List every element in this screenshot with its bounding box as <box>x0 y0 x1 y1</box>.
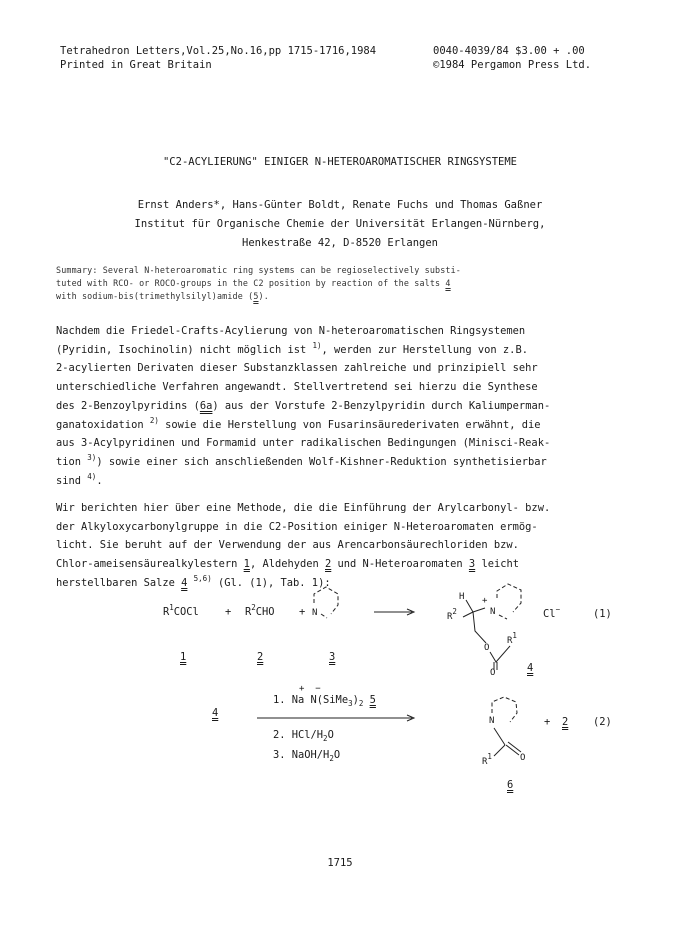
institute: Institut für Organische Chemie der Universität Erlangen-Nürnberg, <box>134 218 546 230</box>
journal-pricing <box>433 44 591 72</box>
atom-o: O <box>484 643 490 653</box>
bond <box>494 745 505 756</box>
substituent-r1: $R^1$ <box>482 752 492 767</box>
reagent-step-2: 2. HCl/$H_2O$ <box>273 729 334 743</box>
atom-o: O <box>520 753 526 763</box>
heteroaromatic-ring <box>499 615 507 619</box>
citation-ref: 3) <box>87 452 97 462</box>
journal-line: Tetrahedron Letters,Vol.25,No.16,pp 1715-1716,1984 <box>60 45 377 57</box>
substituent-r2: $R^2$ <box>447 607 457 622</box>
text-line: , Aldehyden <box>249 558 326 571</box>
text-line: (Gl. (1), Tab. 1): <box>211 576 331 589</box>
text-line: herstellbaren Salze <box>56 576 182 589</box>
bond <box>466 600 473 612</box>
summary-line: with sodium-bis(trimethylsilyl)amide ( <box>56 291 254 301</box>
compound-ref: 4 <box>445 278 451 288</box>
compound-label-2: 2 <box>257 651 264 663</box>
bond <box>490 646 510 662</box>
ring-nitrogen: N <box>490 607 496 617</box>
compound-label-3: 3 <box>329 651 336 663</box>
compound-ref: 5 <box>253 291 259 301</box>
ring-nitrogen: N <box>312 608 318 618</box>
compound-ref: 4 <box>181 576 188 589</box>
reagent-acid-chloride: $R^1COCl$ <box>163 603 199 618</box>
text-line: Chlor-ameisensäurealkylestern <box>56 558 244 571</box>
paragraph-method <box>56 499 626 593</box>
equation-number: (2) <box>593 716 612 728</box>
compound-ref: 1 <box>243 558 250 571</box>
double-bond <box>508 742 521 752</box>
text-line: . <box>96 474 103 487</box>
reaction-arrow-head <box>407 609 414 615</box>
reagent-step-3: 3. NaOH/$H_2O$ <box>273 749 341 763</box>
text-line: aus 3-Acylpyridinen und Formamid unter radikalischen Bedingungen (Minisci-Reak- <box>56 437 551 450</box>
citation-ref: 1) <box>312 340 322 350</box>
bond <box>494 728 505 745</box>
page-number: 1715 <box>327 857 353 869</box>
bond <box>463 612 473 617</box>
article-title: "C2-ACYLIERUNG" EINIGER N-HETEROAROMATISCHER RINGSYSTEME <box>162 156 517 168</box>
summary-line: ). <box>258 291 269 301</box>
bond <box>473 612 486 643</box>
author-block <box>0 196 680 253</box>
reagent-step-1: 1. Na $N(SiMe_3)_2$ 5 <box>273 694 376 708</box>
reaction-arrow-head <box>407 715 414 721</box>
text-line: (Pyridin, Isochinolin) nicht möglich ist <box>56 343 313 356</box>
text-line: unterschiedliche Verfahren angewandt. Stellvertretend sei hierzu die Synthese <box>56 381 538 394</box>
text-line: 2-acylierten Derivaten dieser Substanzklassen zahlreiche und prinzipiell sehr <box>56 362 538 375</box>
copyright-line: ©1984 Pergamon Press Ltd. <box>433 59 592 71</box>
plus-sign: + <box>225 606 232 618</box>
chloride-ion: Cl− <box>543 605 561 620</box>
text-line: und N-Heteroaromaten <box>331 558 469 571</box>
author-names: Ernst Anders*, Hans-Günter Boldt, Renate Fuchs und Thomas Gaßner <box>137 199 543 211</box>
citation-ref: 2) <box>149 415 159 425</box>
compound-ref: 6a <box>199 399 213 412</box>
summary-line: Summary: Several N-heteroaromatic ring systems can be regioselectively substi- <box>56 265 461 275</box>
plus-sign: + <box>299 606 306 618</box>
ion-charges: + − <box>299 684 321 694</box>
text-line: leicht <box>475 558 519 571</box>
issn-line: 0040-4039/84 $3.00 + .00 <box>433 45 585 57</box>
heteroaromatic-ring <box>492 697 517 722</box>
compound-label-6: 6 <box>507 779 514 791</box>
atom-o: O <box>490 668 496 678</box>
compound-ref: 2 <box>325 558 332 571</box>
text-line: Nachdem die Friedel-Crafts-Acylierung von N-heteroaromatischen Ringsystemen <box>56 325 526 337</box>
heteroaromatic-ring <box>321 614 327 618</box>
text-line: sowie die Herstellung von Fusarinsäurederivaten erwähnt, die <box>158 418 541 431</box>
compound-label-1: 1 <box>180 651 187 663</box>
plus-sign: + <box>544 716 551 728</box>
text-line: Wir berichten hier über eine Methode, die die Einführung der Arylcarbonyl- bzw. <box>56 502 551 514</box>
summary-line: tuted with RCO- or ROCO-groups in the C2 position by reaction of the salts <box>56 278 446 288</box>
text-line: der Alkyloxycarbonylgruppe in die C2-Position einiger N-Heteroaromaten ermög- <box>56 520 538 533</box>
compound-label-4: 4 <box>212 707 219 719</box>
citation-ref: 5,6) <box>193 573 212 583</box>
compound-ref: 3 <box>468 558 476 571</box>
text-line: sind <box>56 474 88 487</box>
substituent-r1: $R^1$ <box>507 631 517 646</box>
address: Henkestraße 42, D-8520 Erlangen <box>242 237 438 249</box>
atom-h: H <box>459 592 465 602</box>
text-line: , werden zur Herstellung von z.B. <box>321 343 528 356</box>
text-line: ) aus der Vorstufe 2-Benzylpyridin durch Kaliumperman- <box>212 399 551 412</box>
text-line: ) sowie einer sich anschließenden Wolf-Kishner-Reduktion synthetisierbar <box>96 455 547 468</box>
ring-nitrogen: N <box>489 716 495 726</box>
reagent-aldehyde: $R^2CHO$ <box>245 603 275 618</box>
text-line: licht. Sie beruht auf der Verwendung der aus Arencarbonsäurechloriden bzw. <box>56 539 519 552</box>
bond <box>473 608 485 612</box>
equation-number: (1) <box>593 608 612 620</box>
journal-citation <box>60 44 376 72</box>
text-line: des 2-Benzoylpyridins ( <box>56 399 200 412</box>
compound-label-2: 2 <box>562 716 569 728</box>
paragraph-intro <box>56 322 626 490</box>
summary <box>56 264 626 303</box>
printed-line: Printed in Great Britain <box>60 59 212 71</box>
text-line: ganatoxidation <box>56 418 150 431</box>
text-line: tion <box>56 455 88 468</box>
charge-plus: + <box>482 596 488 606</box>
double-bond <box>506 745 519 755</box>
compound-label-4: 4 <box>527 662 534 674</box>
citation-ref: 4) <box>87 471 97 481</box>
